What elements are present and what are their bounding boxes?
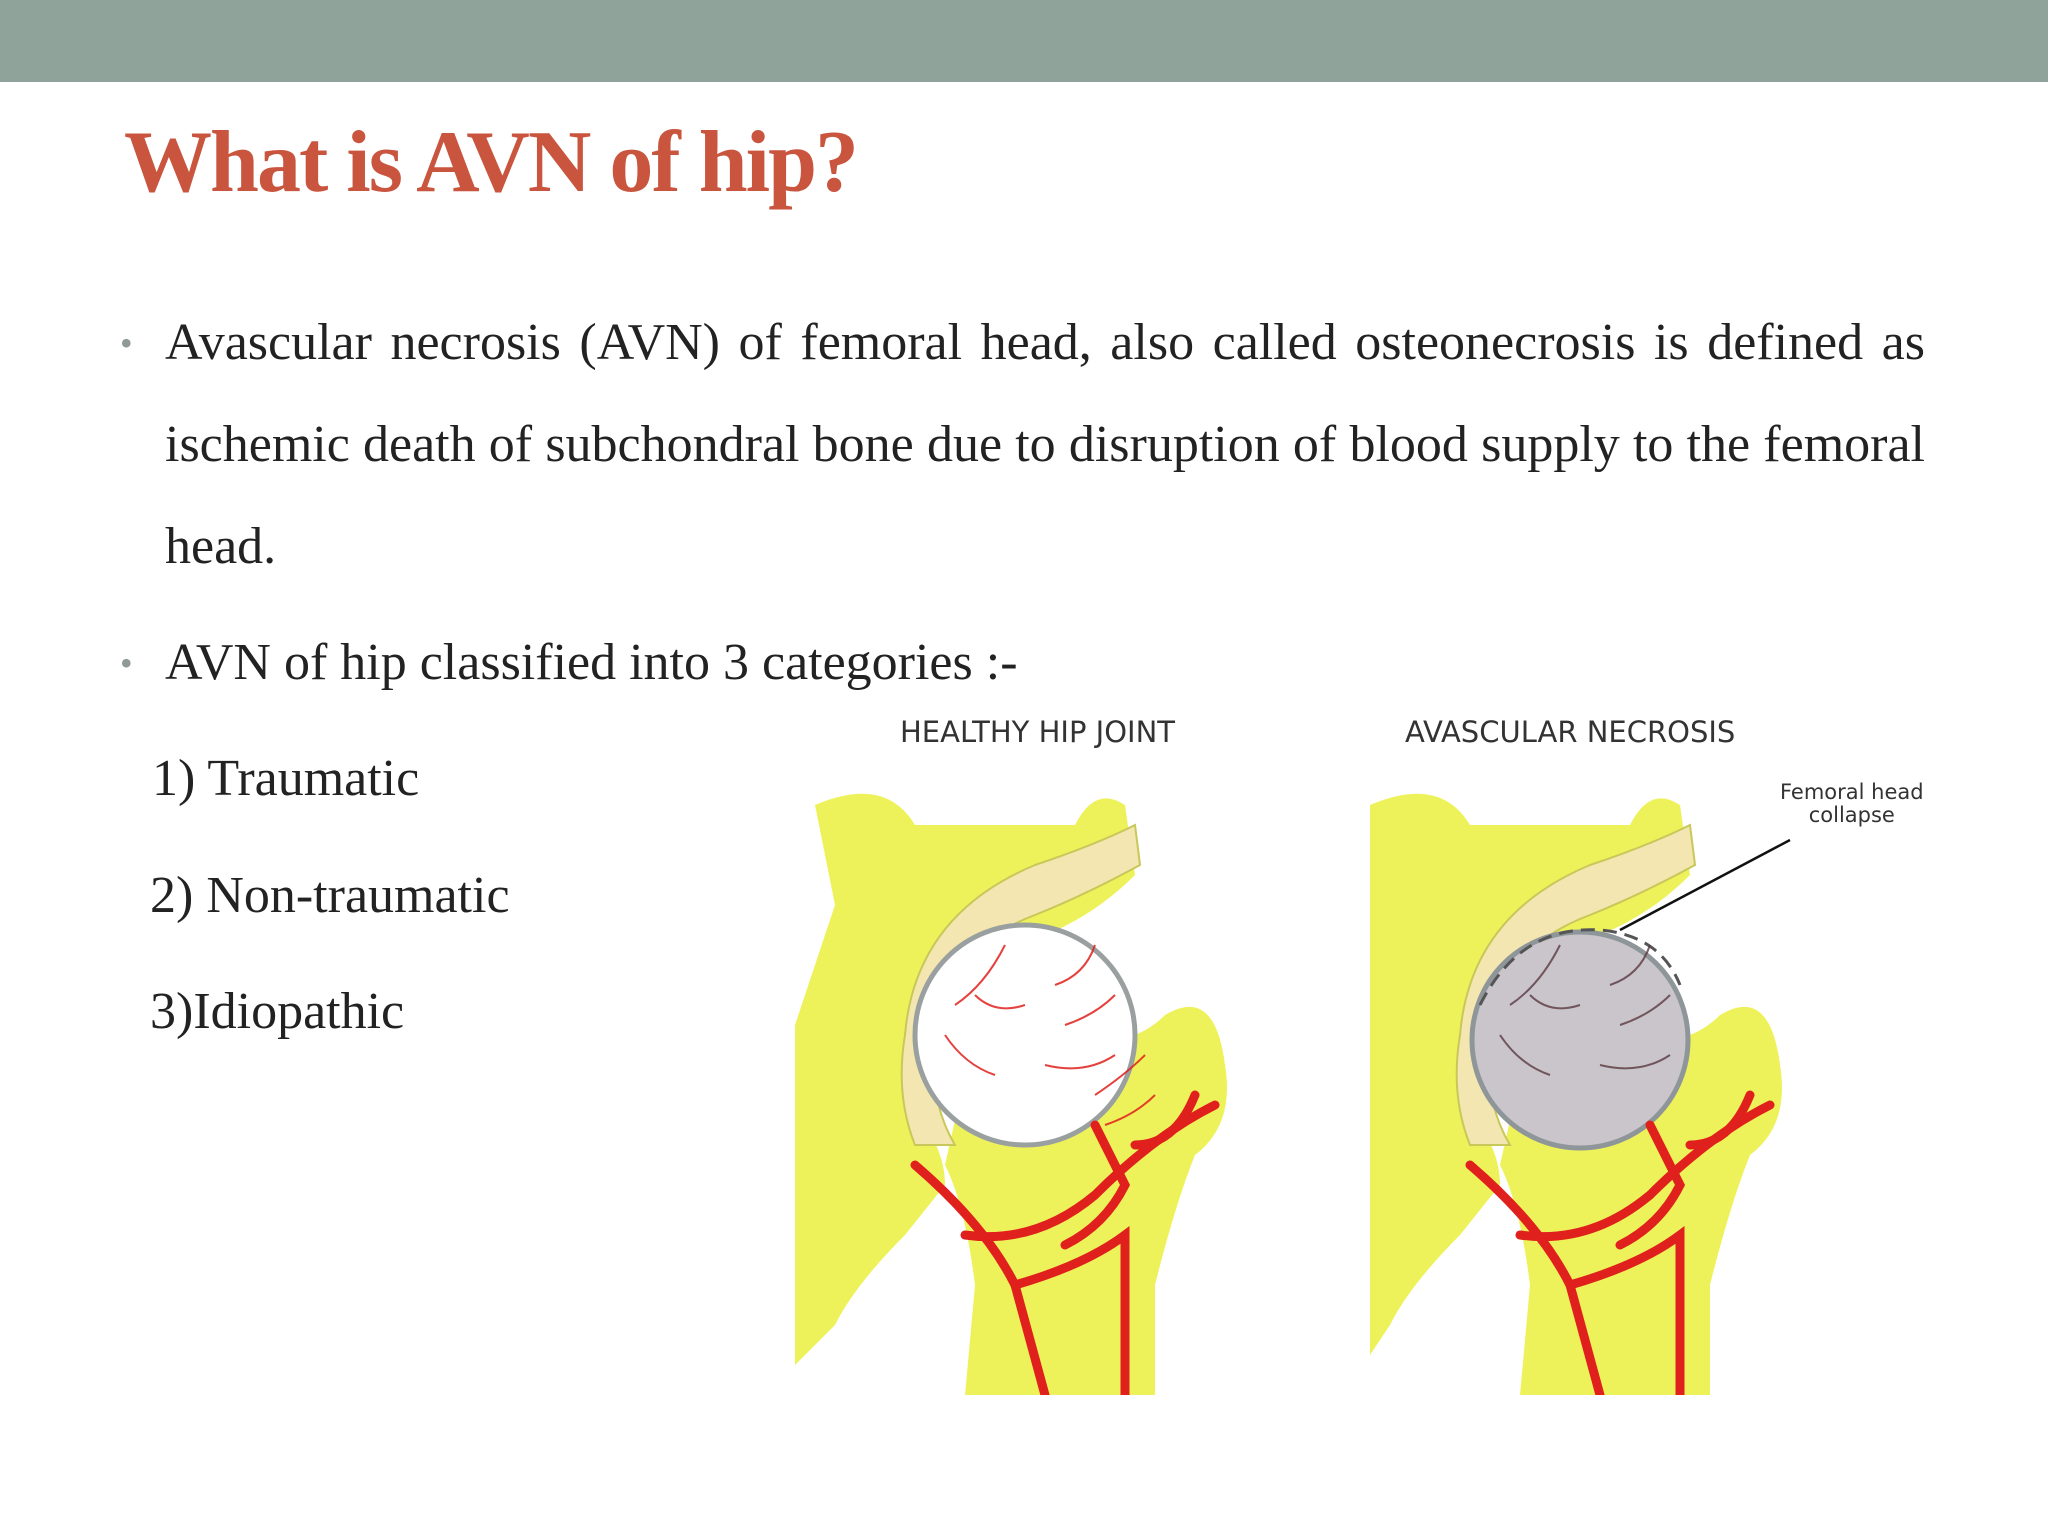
bullet-definition xyxy=(120,292,1925,598)
bullet-text: Avascular necrosis (AVN) of femoral head, also called osteonecrosis is defined as ischemic death of subchondral bone due to disruption of blood supply to the femoral head. xyxy=(165,314,1925,575)
category-idiopathic: 3)Idiopathic xyxy=(150,983,405,1040)
annotation-line-2: collapse xyxy=(1808,803,1895,827)
annotation-line-1: Femoral head xyxy=(1780,780,1924,804)
femoral-head-healthy xyxy=(915,925,1135,1145)
bullet-dot: • xyxy=(120,323,133,363)
category-non-traumatic: 2) Non-traumatic xyxy=(150,867,510,924)
bullet-text: AVN of hip classified into 3 categories :- xyxy=(165,634,1018,691)
bullet-dot: • xyxy=(120,643,133,683)
healthy-hip-label: HEALTHY HIP JOINT xyxy=(900,715,1175,749)
slide-title: What is AVN of hip? xyxy=(124,114,858,211)
healthy-hip-drawing xyxy=(795,765,1335,1395)
avn-hip-drawing xyxy=(1370,765,1930,1395)
avn-label: AVASCULAR NECROSIS xyxy=(1405,715,1736,749)
top-banner xyxy=(0,0,2048,82)
hip-illustration xyxy=(790,705,1950,1395)
category-traumatic: 1) Traumatic xyxy=(152,750,420,807)
bullet-classification xyxy=(120,612,1925,714)
